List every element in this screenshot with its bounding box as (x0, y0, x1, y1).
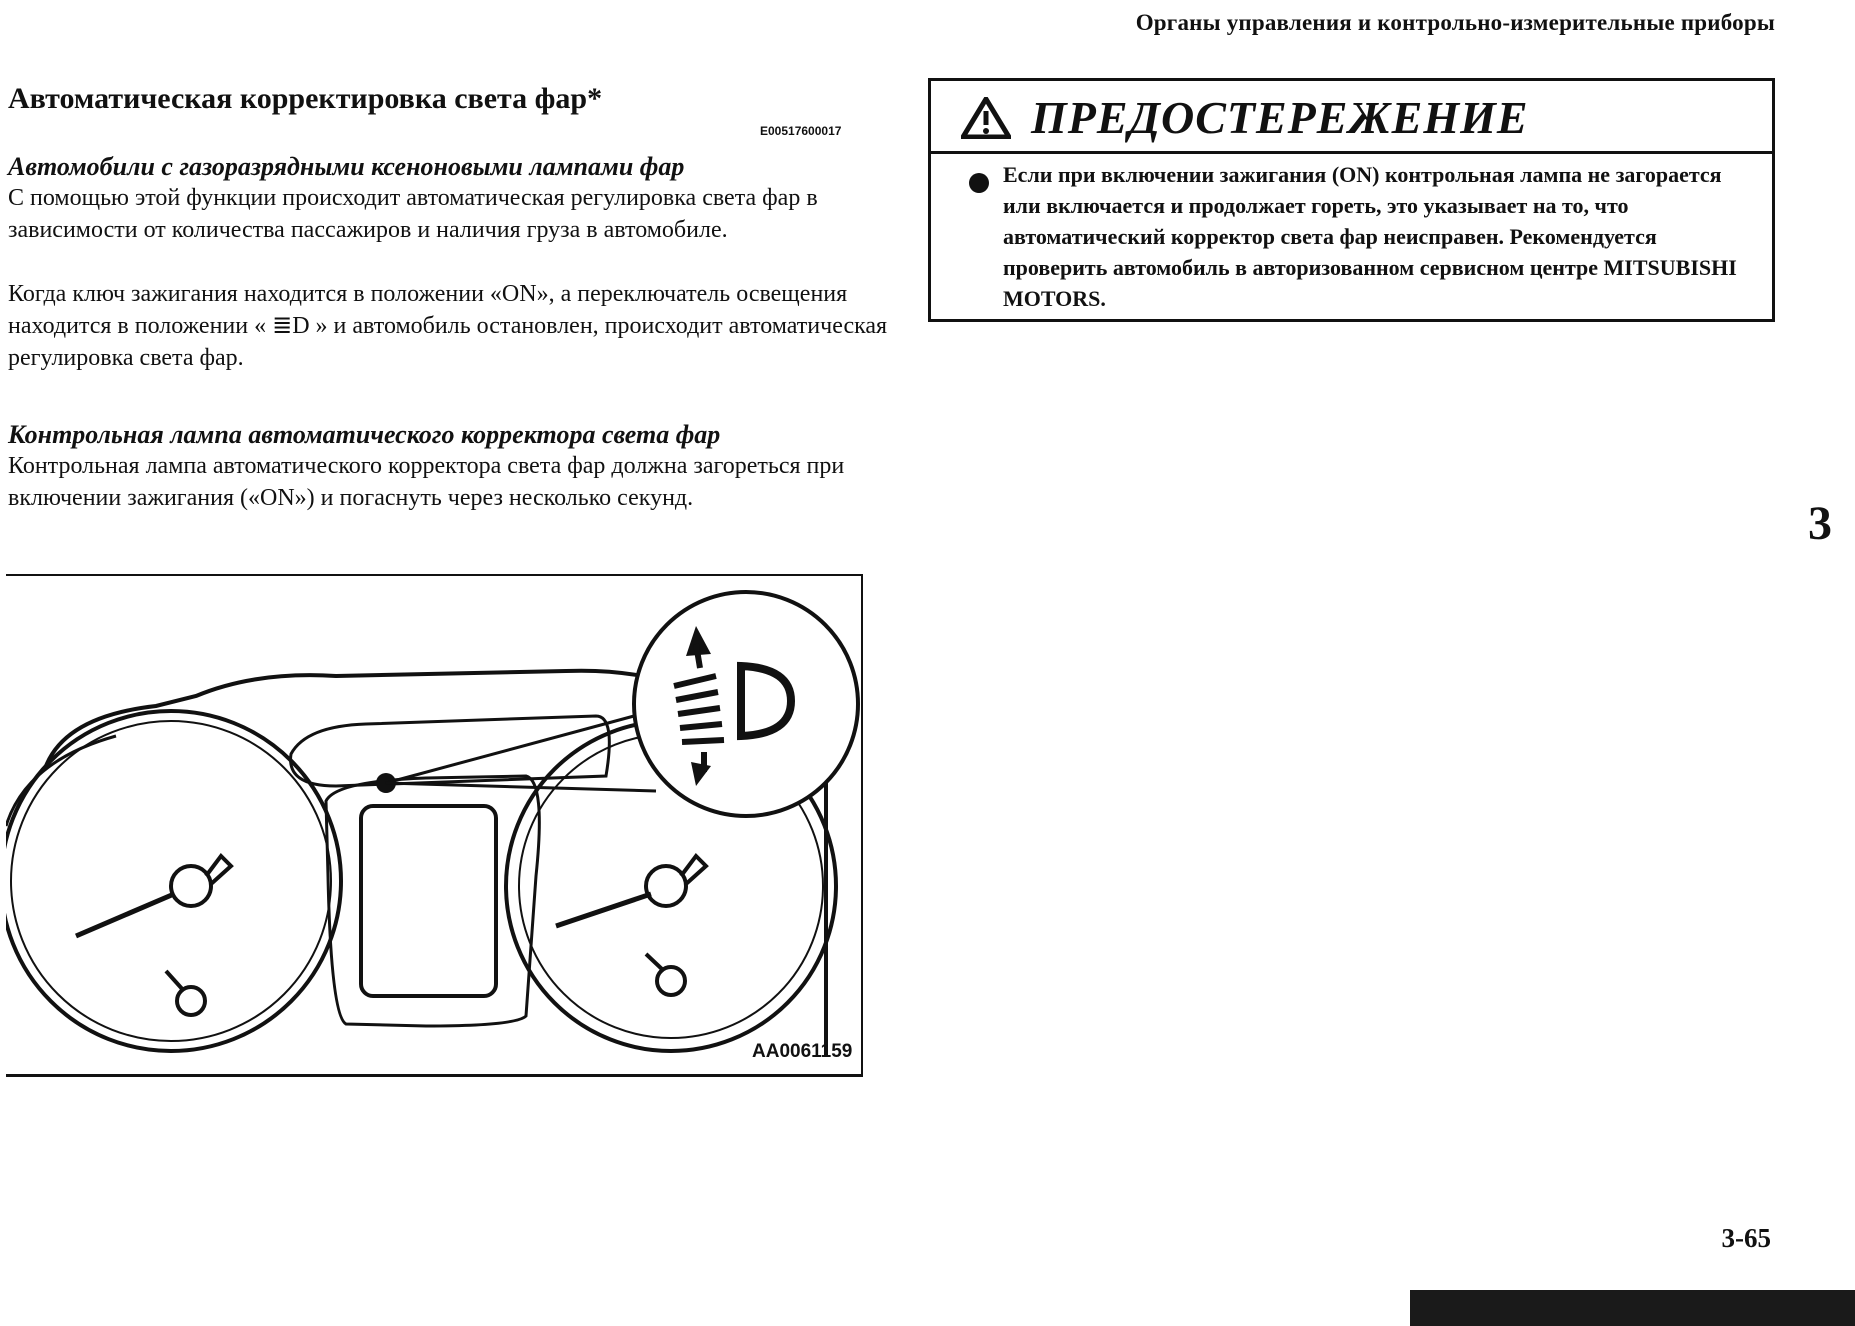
magnified-callout (634, 592, 858, 816)
center-display (361, 806, 496, 996)
instrument-cluster-diagram (6, 576, 861, 1076)
paragraph-indicator: Контрольная лампа автоматического корректора света фар должна загореться при включении зажигания («ON») и погаснуть через несколько секунд. (8, 453, 845, 511)
section-code: E00517600017 (760, 124, 842, 138)
warning-header (931, 81, 1772, 154)
paragraph-auto-leveling: С помощью этой функции происходит автоматическая регулировка света фар в зависимости от количества пассажиров и наличия груза в автомобиле. (8, 185, 818, 243)
instrument-cluster-figure (6, 574, 863, 1077)
bullet-icon (969, 173, 989, 193)
warning-box (928, 78, 1775, 322)
bottom-scan-bar (1410, 1290, 1855, 1326)
warning-triangle-icon (961, 97, 1011, 144)
section-tab: 3 (1808, 497, 1832, 550)
page-number: 3-65 (1721, 1223, 1771, 1253)
warning-text: Если при включении зажигания (ON) контрольная лампа не загорается или включается и продолжает гореть, это указывает на то, что автоматический корректор света фар неисправен. Рекомендуется проверить автомобиль в авторизованном сервисном центре MITSUBISHI MOTORS. (1003, 162, 1737, 311)
section-title: Автоматическая корректировка света фар* (8, 82, 603, 115)
running-header: Органы управления и контрольно-измерительные приборы (1135, 10, 1775, 35)
warning-title: ПРЕДОСТЕРЕЖЕНИЕ (1031, 92, 1529, 143)
subsection-heading-xenon: Автомобили с газоразрядными ксеноновыми лампами фар (8, 152, 685, 181)
subsection-heading-indicator: Контрольная лампа автоматического корректора света фар (8, 420, 721, 449)
paragraph-conditions: Когда ключ зажигания находится в положении «ON», а переключатель освещения находится в положении « ≣D » и автомобиль остановлен, происходит автоматическая регулировка света фар. (8, 281, 888, 371)
figure-code: AA0061159 (752, 1041, 853, 1062)
